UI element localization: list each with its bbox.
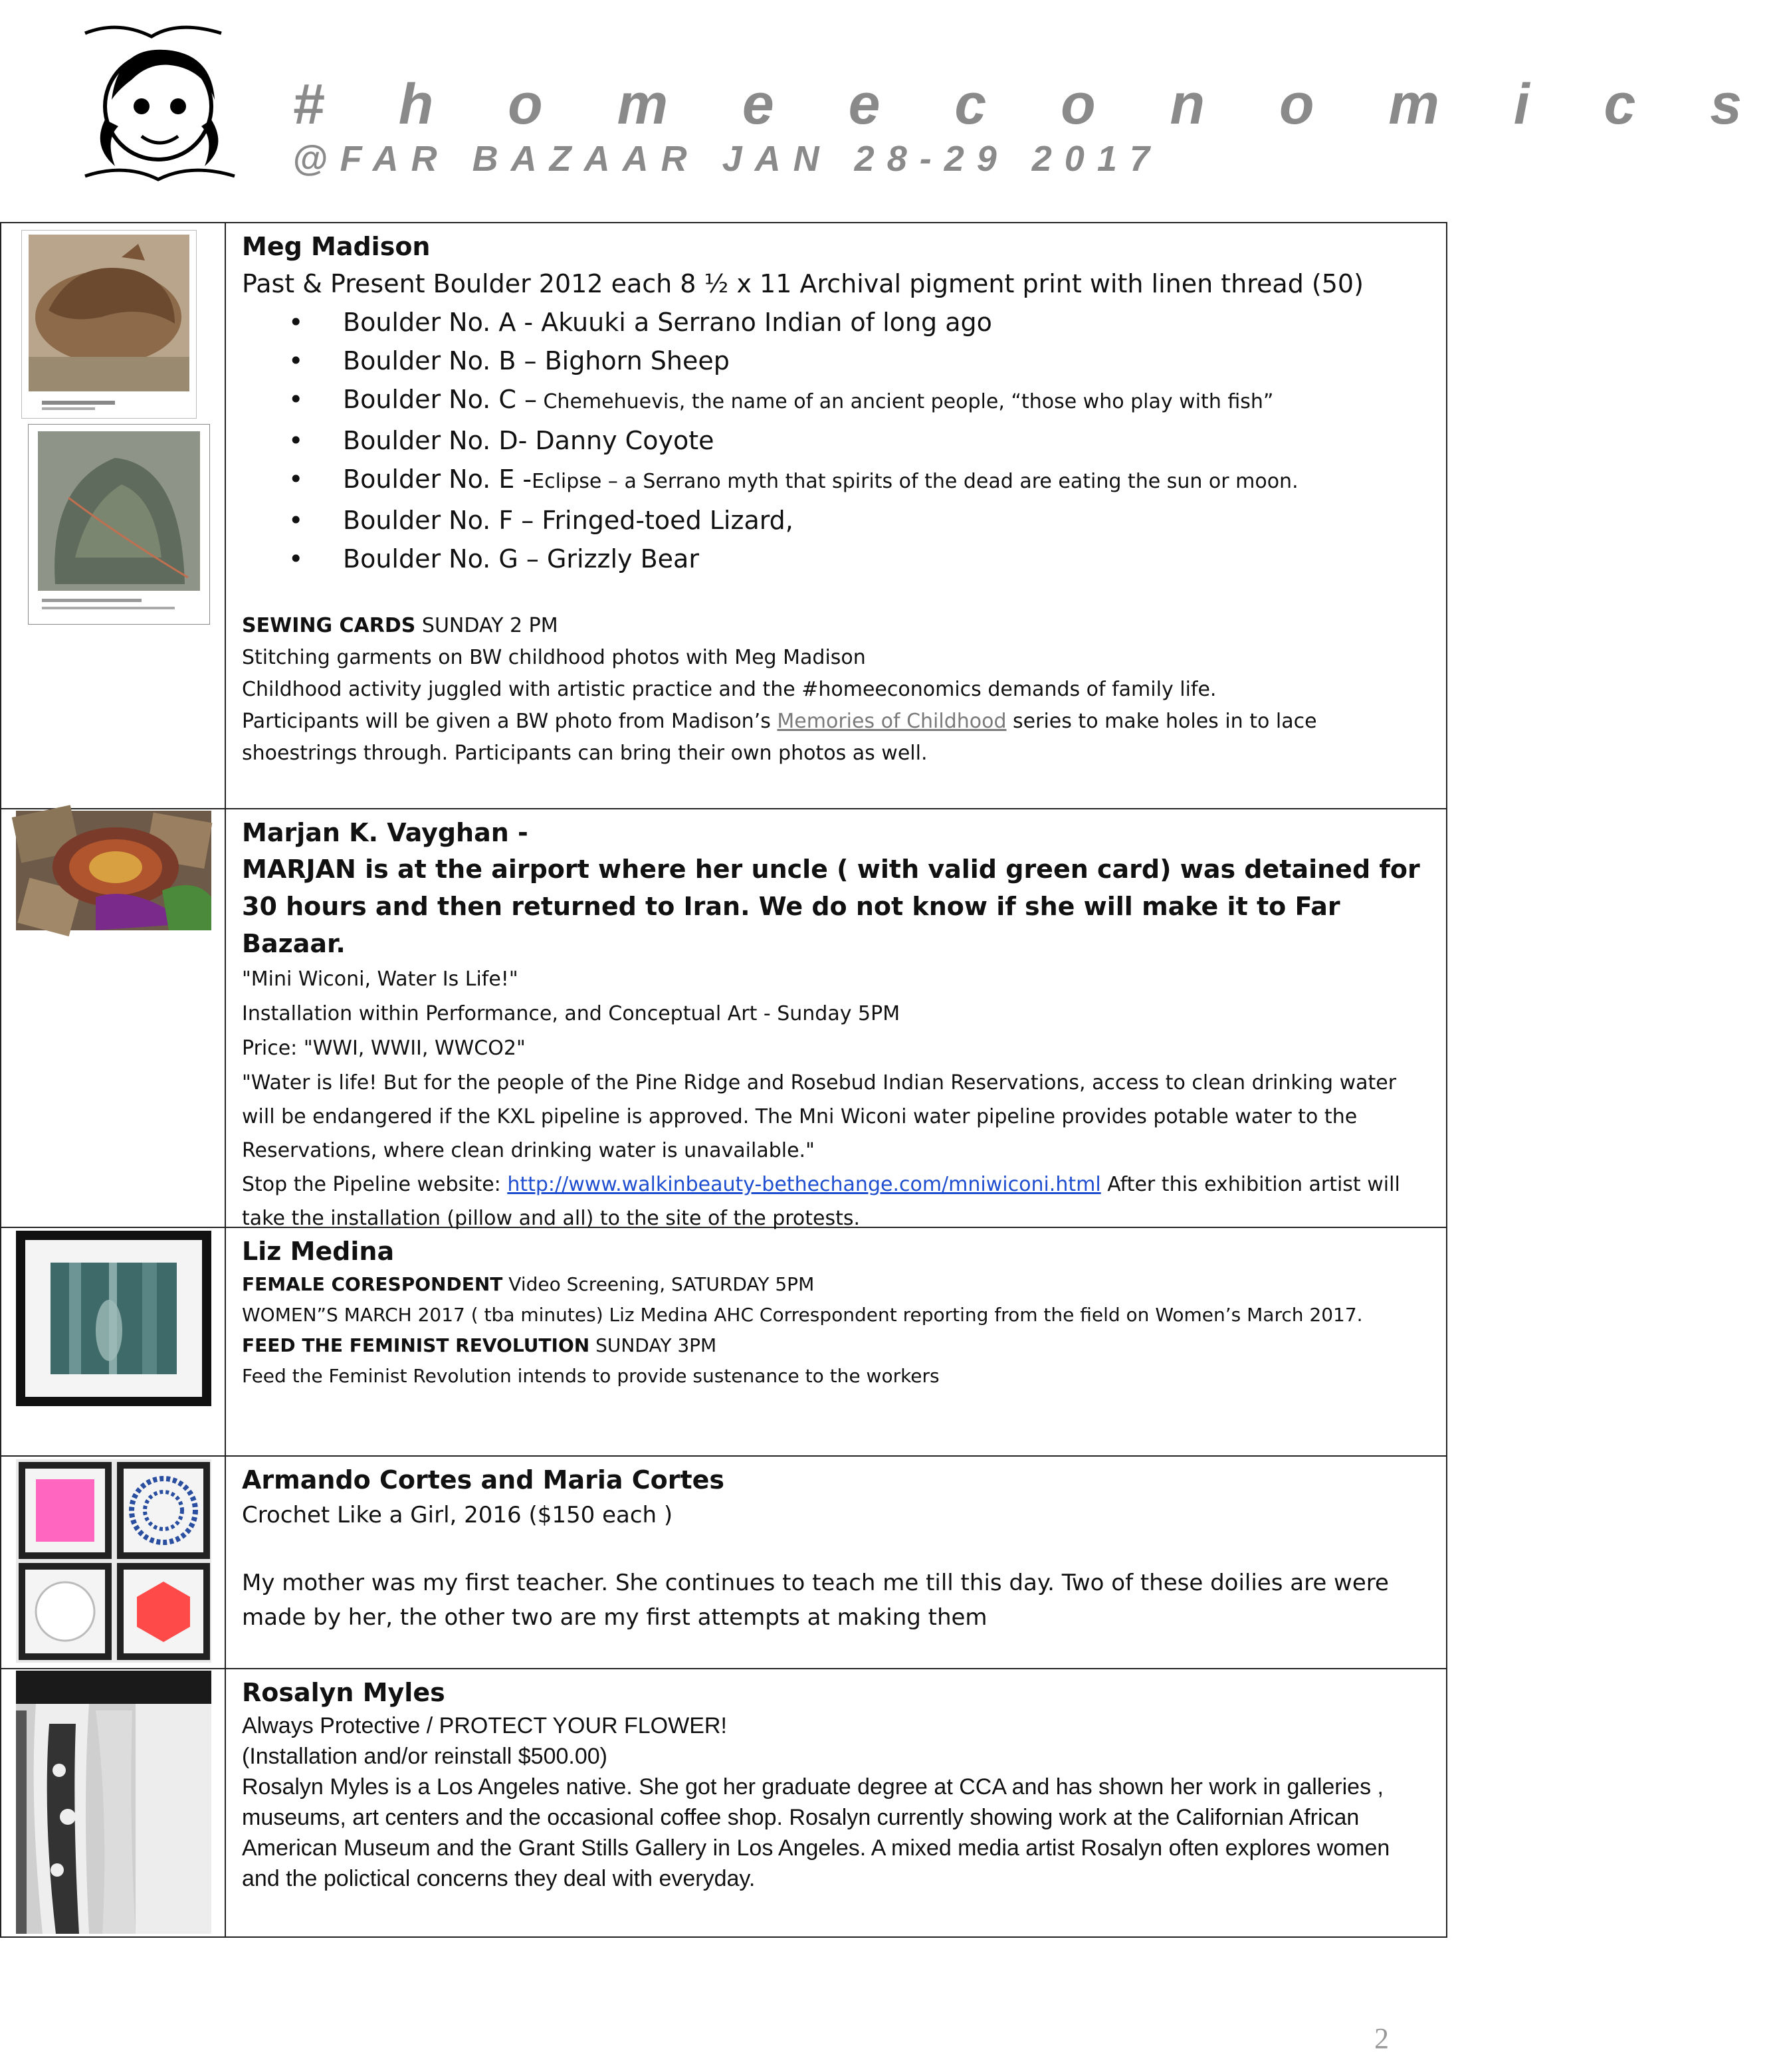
list-item: • Boulder No. D- Danny Coyote: [288, 421, 1433, 460]
table-row: [0, 1669, 1447, 1938]
meg-madison-cell: [226, 223, 1446, 808]
installation-photo: [16, 1671, 211, 1934]
table-row: [0, 223, 1447, 809]
pipeline-website-link[interactable]: http://www.walkinbeauty-bethechange.com/mniwiconi.html: [507, 1173, 1101, 1196]
artwork-desc: My mother was my first teacher. She continues to teach me till this day. Two of these doilies are were made by her, the other two are my first attempts at making them: [242, 1570, 1389, 1631]
artist-bio: Rosalyn Myles is a Los Angeles native. She got her graduate degree at CCA and has shown her work in galleries , museums, art centers and the occasional coffee shop. Rosalyn currently showing work at the Californian African American Museum and the Grant Stills Gallery in Los Angeles. A mixed media artist Rosalyn often explores women and the polictical concerns they deal with everyday.: [242, 1774, 1390, 1891]
artwork-title: Always Protective / PROTECT YOUR FLOWER!: [242, 1713, 727, 1738]
artist-name: Armando Cortes and Maria Cortes: [242, 1465, 725, 1495]
event-desc: Stitching garments on BW childhood photos with Meg Madison: [242, 646, 866, 669]
artist-statement: "Water is life! But for the people of the Pine Ridge and Rosebud Indian Reservations, access to clean drinking water will be endangered if the KXL pipeline is approved. The Mni Wiconi water pipeline provides potable water to the Reservations, where clean drinking water is unavailable.": [242, 1071, 1397, 1162]
artwork-images-boulders: [1, 223, 226, 808]
detained-notice: MARJAN is at the airport where her uncle ( with valid green card) was detained for 30 hours and then returned to Iran. We do not know if she will make it to Far Bazaar.: [242, 855, 1420, 958]
boulder-list: [242, 303, 1433, 578]
framed-photo: [16, 1231, 211, 1406]
price-info: (Installation and/or reinstall $500.00): [242, 1744, 607, 1769]
list-item: • Boulder No. A - Akuuki a Serrano Indian of long ago: [288, 303, 1433, 342]
artwork-image-installation: [1, 1669, 226, 1936]
marjan-cell: [226, 809, 1446, 1230]
artwork-title: Past & Present Boulder 2012 each 8 ½ x 11 Archival pigment print with linen thread (50): [242, 269, 1364, 298]
memories-of-childhood-link[interactable]: Memories of Childhood: [777, 710, 1007, 733]
doilies-grid: [16, 1459, 211, 1663]
artist-name: Rosalyn Myles: [242, 1678, 445, 1707]
artist-name: Liz Medina: [242, 1237, 395, 1266]
header-subtitle: @FAR BAZAAR JAN 28-29 2017: [292, 139, 1162, 179]
event-desc: WOMEN”S MARCH 2017 ( tba minutes) Liz Medina AHC Correspondent reporting from the field on Women’s March 2017.: [242, 1304, 1363, 1326]
pipeline-website: Stop the Pipeline website: http://www.walkinbeauty-bethechange.com/mniwiconi.html After this exhibition artist will take the installation (pillow and all) to the site of the protests.: [242, 1173, 1400, 1230]
event-desc: Participants will be given a BW photo from Madison’s Memories of Childhood series to make holes in to lace shoestrings through. Participants can bring their own photos as well.: [242, 710, 1317, 765]
page-number: 2: [1374, 2022, 1389, 2055]
header-title: # h o m e e c o n o m i c s: [292, 72, 1771, 136]
list-item: • Boulder No. C – Chemehuevis, the name of an ancient people, “those who play with fish”: [288, 380, 1433, 421]
logo-drawing: [78, 20, 245, 186]
artwork-image-pillow: [1, 809, 226, 1227]
artwork-title: "Mini Wiconi, Water Is Life!": [242, 968, 518, 991]
list-item: • Boulder No. G – Grizzly Bear: [288, 540, 1433, 578]
installation-info: Installation within Performance, and Conceptual Art - Sunday 5PM: [242, 1002, 900, 1025]
event-line: SEWING CARDS SUNDAY 2 PM: [242, 614, 558, 637]
artist-name: Marjan K. Vayghan -: [242, 818, 528, 847]
event-line: FEED THE FEMINIST REVOLUTION SUNDAY 3PM: [242, 1334, 717, 1356]
list-item: • Boulder No. F – Fringed-toed Lizard,: [288, 501, 1433, 540]
event-desc: Feed the Feminist Revolution intends to provide sustenance to the workers: [242, 1365, 940, 1387]
boulder-photo-1: [21, 230, 197, 419]
artwork-title: Crochet Like a Girl, 2016 ($150 each ): [242, 1502, 673, 1528]
liz-medina-cell: [226, 1228, 1446, 1455]
artwork-image-doilies: [1, 1457, 226, 1668]
rosalyn-myles-cell: [226, 1669, 1446, 1936]
list-item: • Boulder No. B – Bighorn Sheep: [288, 342, 1433, 380]
pillow-installation-photo: [16, 811, 211, 930]
table-row: [0, 1228, 1447, 1457]
cortes-cell: [226, 1457, 1446, 1668]
boulder-photo-2: [28, 424, 210, 625]
artist-name: Meg Madison: [242, 232, 431, 261]
table-row: [0, 1457, 1447, 1669]
artist-table: [0, 222, 1447, 1938]
price-info: Price: "WWI, WWII, WWCO2": [242, 1037, 526, 1060]
list-item: • Boulder No. E -Eclipse – a Serrano myth that spirits of the dead are eating the sun or moon.: [288, 460, 1433, 501]
event-line: FEMALE CORESPONDENT Video Screening, SATURDAY 5PM: [242, 1273, 815, 1295]
table-row: [0, 809, 1447, 1228]
event-desc: Childhood activity juggled with artistic practice and the #homeeconomics demands of family life.: [242, 678, 1217, 701]
artwork-image-framed-photo: [1, 1228, 226, 1455]
